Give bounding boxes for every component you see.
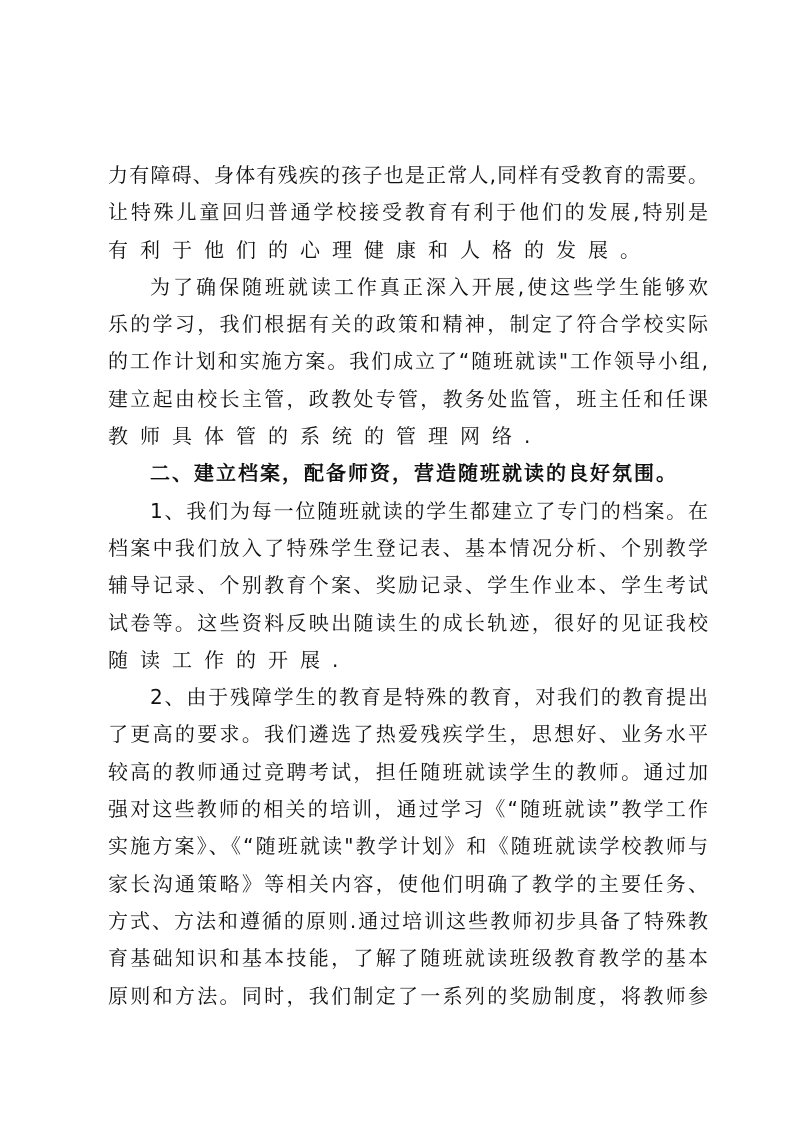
text-line: 辅导记录、个别教育个案、奖励记录、学生作业本、学生考试 <box>108 573 708 598</box>
section-heading: 二、建立档案，配备师资，营造随班就读的良好氛围。 <box>150 461 678 486</box>
text-line: 让特殊儿童回归普通学校接受教育有利于他们的发展,特别是 <box>108 200 708 225</box>
text-line: 有利于他们的心理健康和人格的发展。 <box>108 237 652 262</box>
text-line: 建立起由校长主管，政教处专管，教务处监管，班主任和任课 <box>108 386 708 411</box>
text-line: 档案中我们放入了特殊学生登记表、基本情况分析、个别教学 <box>108 535 708 560</box>
text-line: 较高的教师通过竞聘考试，担任随班就读学生的教师。通过加 <box>108 759 708 784</box>
text-line: 家长沟通策略》等相关内容，使他们明确了教学的主要任务、 <box>108 871 708 896</box>
text-line: 原则和方法。同时，我们制定了一系列的奖励制度，将教师参 <box>108 983 708 1008</box>
text-line: 乐的学习，我们根据有关的政策和精神，制定了符合学校实际 <box>108 312 708 337</box>
text-line: 育基础知识和基本技能，了解了随班就读班级教育教学的基本 <box>108 946 708 971</box>
text-line: 力有障碍、身体有残疾的孩子也是正常人,同样有受教育的需要。 <box>108 163 708 187</box>
document-page <box>108 157 708 1015</box>
text-line: 实施方案》、《“随班就读"教学计划》和《随班就读学校教师与 <box>108 834 708 859</box>
text-line: 随读工作的开展. <box>108 647 351 672</box>
text-line: 2、由于残障学生的教育是特殊的教育，对我们的教育提出 <box>150 685 708 710</box>
text-line: 强对这些教师的相关的培训，通过学习《“随班就读”教学工作 <box>108 797 708 822</box>
text-line: 试卷等。这些资料反映出随读生的成长轨迹，很好的见证我校 <box>108 610 708 635</box>
text-line: 方式、方法和遵循的原则.通过培训这些教师初步具备了特殊教 <box>108 908 708 933</box>
text-line: 为了确保随班就读工作真正深入开展,使这些学生能够欢 <box>150 274 708 299</box>
text-line: 了更高的要求。我们遴选了热爱残疾学生，思想好、业务水平 <box>108 722 708 747</box>
text-line: 的工作计划和实施方案。我们成立了“随班就读"工作领导小组, <box>108 349 708 374</box>
text-line: 1、我们为每一位随班就读的学生都建立了专门的档案。在 <box>150 498 708 523</box>
text-line: 教师具体管的系统的管理网络. <box>108 424 543 449</box>
